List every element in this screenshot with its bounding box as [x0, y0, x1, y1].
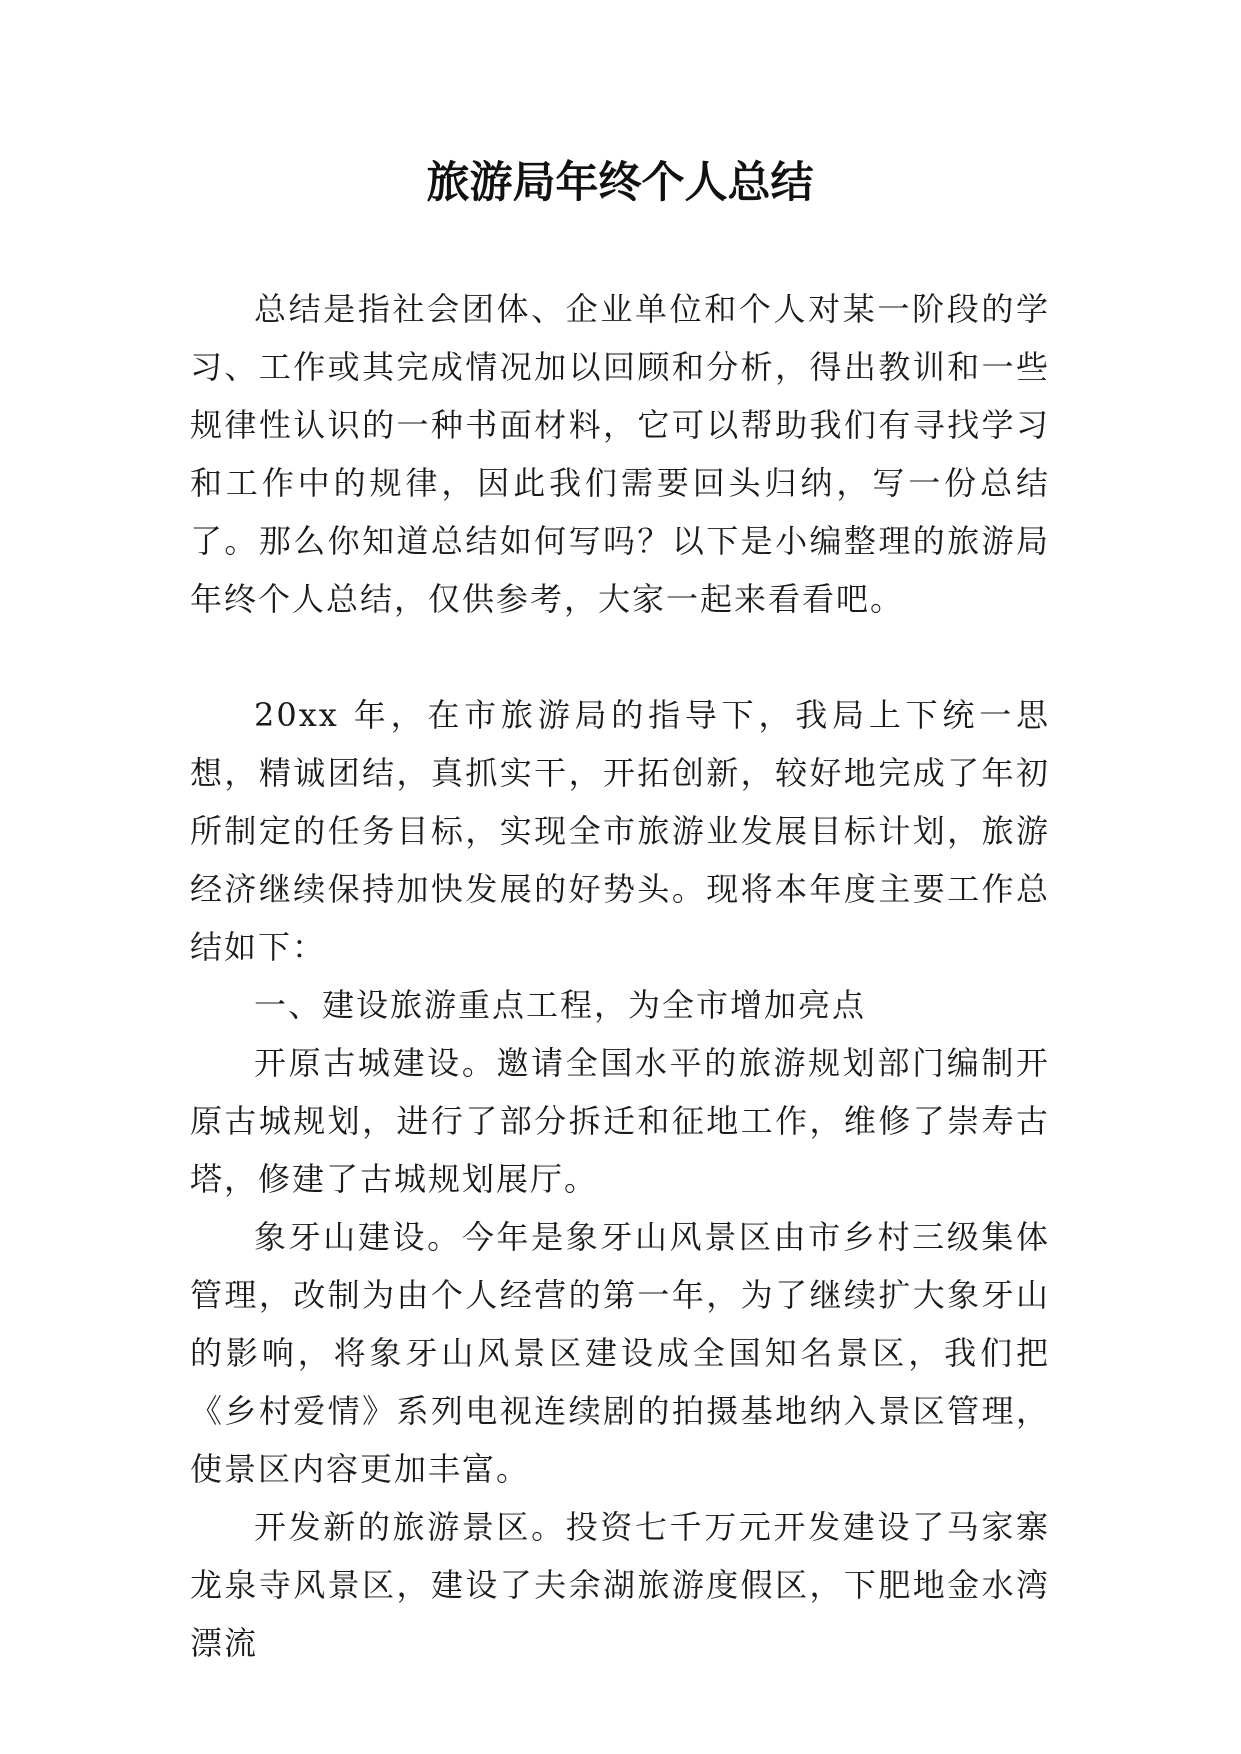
- body-paragraph: 象牙山建设。今年是象牙山风景区由市乡村三级集体管理，改制为由个人经营的第一年，为了继续扩大象牙山的影响，将象牙山风景区建设成全国知名景区，我们把《乡村爱情》系列电视连续剧的拍摄基地纳入景区管理，使景区内容更加丰富。: [190, 1218, 1050, 1488]
- document-body: [190, 280, 1050, 1672]
- body-paragraph: 开原古城建设。邀请全国水平的旅游规划部门编制开原古城规划，进行了部分拆迁和征地工作，维修了崇寿古塔，修建了古城规划展厅。: [190, 1044, 1050, 1198]
- body-paragraph: 开发新的旅游景区。投资七千万元开发建设了马家寨龙泉寺风景区，建设了夫余湖旅游度假区，下肥地金水湾漂流: [190, 1508, 1050, 1662]
- document-title: 旅游局年终个人总结: [426, 158, 814, 208]
- body-paragraph: 20xx 年，在市旅游局的指导下，我局上下统一思想，精诚团结，真抓实干，开拓创新，较好地完成了年初所制定的任务目标，实现全市旅游业发展目标计划，旅游经济继续保持加快发展的好势头。现将本年度主要工作总结如下：: [190, 696, 1050, 966]
- section-heading: 一、建设旅游重点工程，为全市增加亮点: [254, 986, 867, 1024]
- intro-paragraph: 总结是指社会团体、企业单位和个人对某一阶段的学习、工作或其完成情况加以回顾和分析，得出教训和一些规律性认识的一种书面材料，它可以帮助我们有寻找学习和工作中的规律，因此我们需要回头归纳，写一份总结了。那么你知道总结如何写吗？以下是小编整理的旅游局年终个人总结，仅供参考，大家一起来看看吧。: [190, 290, 1050, 618]
